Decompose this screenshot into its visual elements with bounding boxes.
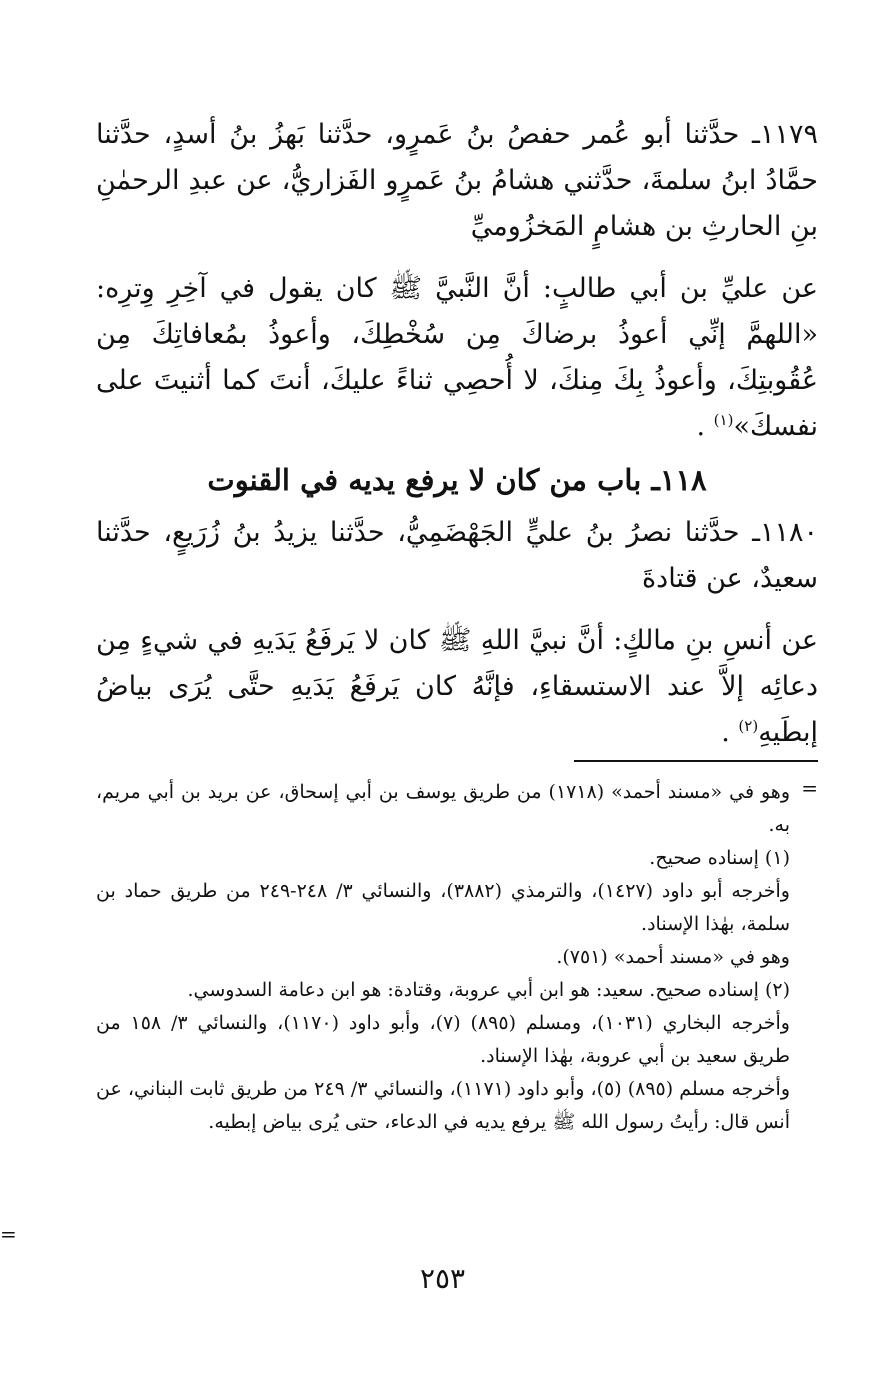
hadith-1179-isnad: ١١٧٩ـ حدَّثنا أبو عُمر حفصُ بنُ عَمرٍو، حدَّثنا بَهزُ بنُ أسدٍ، حدَّثنا حمَّادُ ابنُ سلمةَ، حدَّثني هشامُ بنُ عَمرٍو الفَزاريُّ، عن عبدِ الرحمٰنِ بنِ الحارثِ بن هشامٍ المَخزُوميِّ (96, 119, 818, 242)
footnote-separator (574, 760, 818, 762)
main-text (96, 112, 818, 756)
continuation-marker: = (801, 776, 818, 800)
footnote-ref-2[interactable]: (٢) (738, 717, 759, 735)
footnote-1-head: (١) إسناده صحيح. (649, 847, 790, 869)
hadith-1180-isnad: ١١٨٠ـ حدَّثنا نصرُ بنُ عليٍّ الجَهْضَمِيُّ، حدَّثنا يزيدُ بنُ زُرَيعٍ، حدَّثنا سعيدٌ، عن قتادةَ (96, 517, 818, 594)
footnote-ref-1[interactable]: (١) (713, 411, 734, 429)
footnotes-section (96, 776, 818, 1139)
hadith-1179-matn (96, 266, 818, 450)
footnote-2-other: وأخرجه مسلم (٨٩٥) (٥)، وأبو داود (١١٧١)، والنسائي ٣/ ٢٤٩ من طريق ثابت البناني، عن أنس قال: رأيتُ رسول الله ﷺ يرفع يديه في الدعاء، حتى يُرى بياض إبطيه. (96, 1078, 790, 1133)
page-number: ٢٥٣ (419, 1262, 466, 1295)
chapter-heading: ١١٨ـ باب من كان لا يرفع يديه في القنوت (207, 463, 707, 497)
footnote-continuation: وهو في «مسند أحمد» (١٧١٨) من طريق يوسف بن أبي إسحاق، عن بريد بن أبي مريم، به. (96, 781, 790, 836)
hadith-1179-end: . (696, 411, 714, 442)
hadith-1179-matn-text: عن عليِّ بن أبي طالبٍ: أنَّ النَّبيَّ ﷺ كان يقول في آخِرِ وِترِه: «اللهمَّ إنِّي أعوذُ برضاكَ مِن سُخْطِكَ، وأعوذُ بمُعافاتِكَ مِن عُقُوبتِكَ، وأعوذُ بِكَ مِنكَ، لا أُحصِي ثناءً عليكَ، أنتَ كما أثنيتَ على نفسكَ» (96, 273, 818, 442)
footnote-1-takhrij: وأخرجه أبو داود (١٤٢٧)، والترمذي (٣٨٨٢)، والنسائي ٣/ ٢٤٨-٢٤٩ من طريق حماد بن سلمة، بهٰذا الإسناد. (96, 880, 790, 935)
hadith-1180-end: . (721, 717, 739, 748)
end-continuation-marker: = (0, 1222, 17, 1246)
footnote-1-musnad: وهو في «مسند أحمد» (٧٥١). (556, 946, 790, 968)
hadith-1180-matn-text: عن أنسِ بنِ مالكٍ: أنَّ نبيَّ اللهِ ﷺ كان لا يَرفَعُ يَدَيهِ في شيءٍ مِن دعائِه إلاَّ عند الاستسقاءِ، فإنَّهُ كان يَرفَعُ يَدَيهِ حتَّى يُرَى بياضُ إبطَيهِ (96, 625, 818, 748)
hadith-1180-matn (96, 618, 818, 756)
footnote-2-head: (٢) إسناده صحيح. سعيد: هو ابن أبي عروبة، وقتادة: هو ابن دعامة السدوسي. (187, 979, 790, 1001)
footnote-2-takhrij: وأخرجه البخاري (١٠٣١)، ومسلم (٨٩٥) (٧)، وأبو داود (١١٧٠)، والنسائي ٣/ ١٥٨ من طريق سعيد بن أبي عروبة، بهٰذا الإسناد. (96, 1012, 790, 1067)
